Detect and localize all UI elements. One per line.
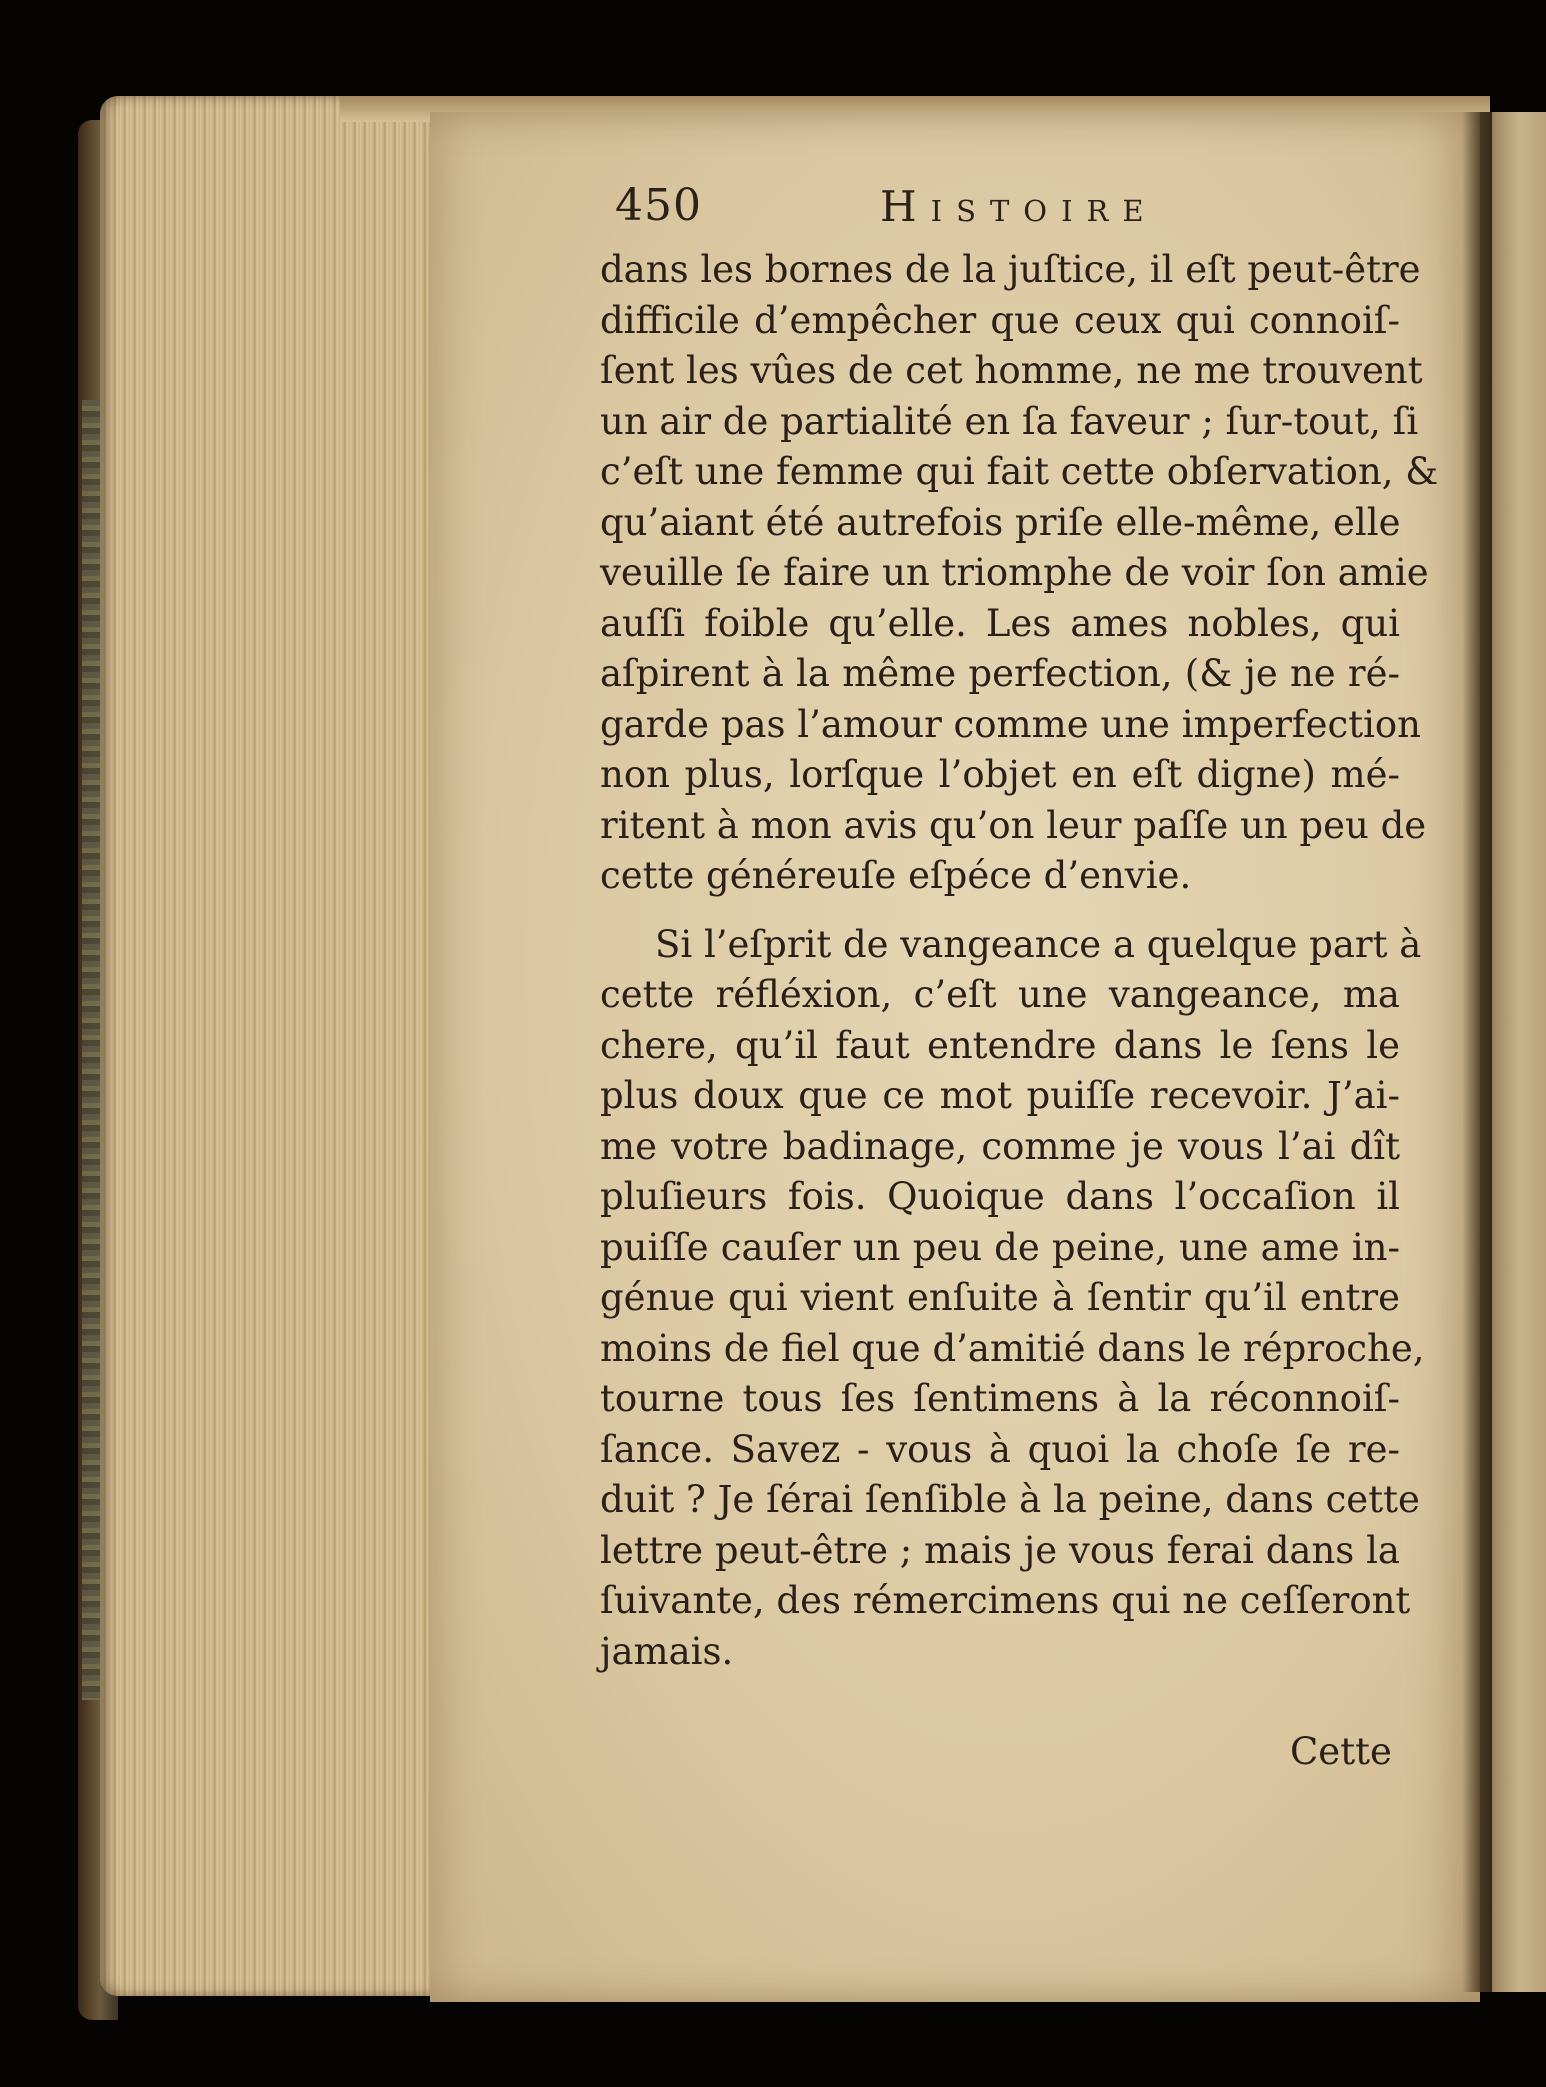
text-line: chere, qu’il faut entendre dans le ſens le <box>600 1023 1400 1067</box>
running-title: Histoire <box>880 182 1158 231</box>
text-line: ritent à mon avis qu’on leur paſſe un peu de <box>600 803 1427 847</box>
text-line: aſpirent à la même perfection, (& je ne ré- <box>600 652 1400 695</box>
text-line: moins de fiel que d’amitié dans le réproche, <box>600 1326 1425 1370</box>
text-line: lettre peut-être ; mais je vous ferai dans la <box>600 1528 1400 1572</box>
gutter-shadow <box>1462 112 1492 1992</box>
text-line: pluſieurs fois. Quoique dans l’occaſion il <box>600 1175 1400 1218</box>
text-line: un air de partialité en ſa faveur ; ſur-tout, ſi <box>600 399 1419 443</box>
text-line: c’eſt une femme qui fait cette obſervation, & <box>600 450 1439 493</box>
text-line: Si l’eſprit de vangeance a quelque part à <box>655 922 1422 966</box>
text-line: difficile d’empêcher que ceux qui connoiſ- <box>600 298 1400 342</box>
text-line: plus doux que ce mot puiſſe recevoir. J’ai- <box>600 1074 1400 1117</box>
page-edges <box>100 96 430 1996</box>
text-line: cette réfléxion, c’eſt une vangeance, ma <box>600 973 1400 1016</box>
text-line: tourne tous ſes ſentimens à la réconnoiſ- <box>600 1377 1400 1420</box>
text-line: ſance. Savez - vous à quoi la choſe ſe re- <box>600 1427 1400 1471</box>
text-line: me votre badinage, comme je vous l’ai dît <box>600 1124 1400 1168</box>
text-line: cette généreuſe eſpéce d’envie. <box>600 854 1192 897</box>
text-line: ſuivante, des rémercimens qui ne ceſſeront <box>600 1579 1411 1622</box>
text-line: ſent les vûes de cet homme, ne me trouvent <box>600 349 1423 392</box>
text-line: duit ? Je ſérai ſenſible à la peine, dans cette <box>600 1478 1420 1521</box>
catchword: Cette <box>1290 1730 1392 1773</box>
text-line: auſſi foible qu’elle. Les ames nobles, qui <box>600 601 1400 645</box>
text-line: jamais. <box>600 1629 734 1673</box>
text-line: veuille ſe faire un triomphe de voir ſon amie <box>600 551 1429 594</box>
text-line: dans les bornes de la juſtice, il eſt peut-être <box>600 248 1421 291</box>
text-line: puiſſe cauſer un peu de peine, une ame in- <box>600 1225 1400 1269</box>
page-number: 450 <box>615 180 702 231</box>
paragraph-gap <box>600 902 1400 920</box>
running-head <box>615 180 1175 240</box>
text-line: non plus, lorſque l’objet en eſt digne) mé- <box>600 753 1400 796</box>
text-line: génue qui vient enſuite à ſentir qu’il entre <box>600 1276 1400 1319</box>
body-text <box>600 245 1439 1677</box>
text-line: garde pas l’amour comme une imperfection <box>600 702 1422 746</box>
text-line: qu’aiant été autrefois priſe elle-même, elle <box>600 500 1401 544</box>
